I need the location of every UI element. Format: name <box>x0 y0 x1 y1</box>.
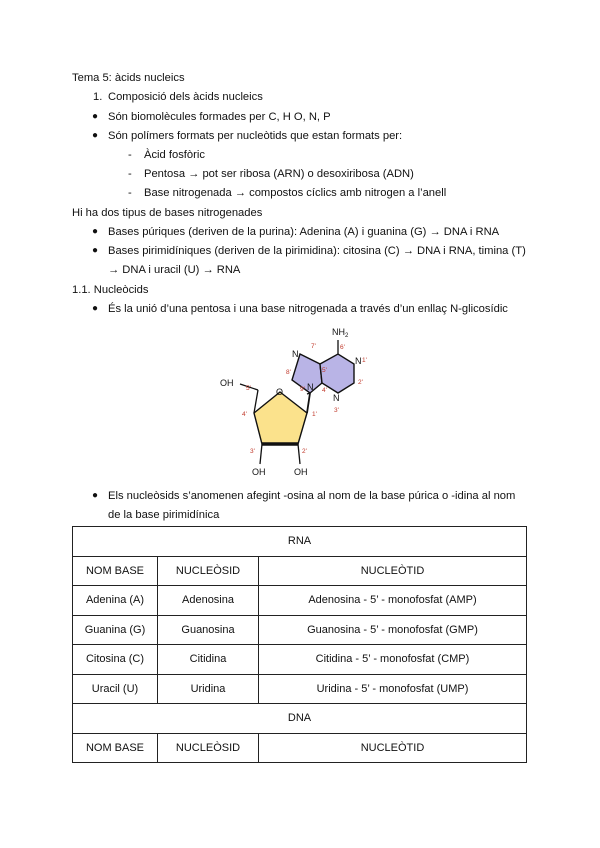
bullet-text: És la unió d’una pentosa i una base nitrogenada a través d’un enllaç N-glicosídic <box>108 303 508 315</box>
bullet-text: Els nucleòsids s’anomenen afegint -osina al nom de la base púrica o -idina al nom <box>108 490 516 502</box>
table-row <box>73 704 527 734</box>
dash-marker: - <box>128 149 132 161</box>
sugar-num-3: 3' <box>250 448 255 455</box>
table-cell: Guanosina <box>158 615 259 645</box>
num-2: 2' <box>358 379 363 386</box>
table-header-row <box>73 733 527 763</box>
table-cell: Uracil (U) <box>73 674 158 704</box>
bullet-text-continuation: de la base pirimidínica <box>108 509 220 521</box>
oh-5-label: OH <box>220 378 234 388</box>
rna-title-cell: RNA <box>73 527 527 557</box>
bullet-dot: ● <box>92 490 99 501</box>
dash-marker: - <box>128 168 132 180</box>
table-cell: Uridina <box>158 674 259 704</box>
table-cell: Uridina - 5’ - monofosfat (UMP) <box>259 674 527 704</box>
bullet-dot: ● <box>92 226 99 237</box>
bullet-dot: ● <box>92 245 99 256</box>
table-row <box>73 615 527 645</box>
header-cell: NUCLEÒTID <box>259 733 527 763</box>
dash-marker: - <box>128 187 132 199</box>
table-cell: Guanosina - 5’ - monofosfat (GMP) <box>259 615 527 645</box>
n7-label: N <box>292 349 299 359</box>
sugar-num-1: 1' <box>312 411 317 418</box>
sugar-ring <box>254 392 307 444</box>
table-cell: Citidina <box>158 645 259 675</box>
nucleotide-table <box>72 526 527 763</box>
num-9: 9' <box>300 386 305 393</box>
table-row <box>73 527 527 557</box>
sugar-num-4: 4' <box>242 411 247 418</box>
n1-label: N <box>355 356 362 366</box>
header-cell: NUCLEÒTID <box>259 556 527 586</box>
header-cell: NUCLEÒSID <box>158 556 259 586</box>
oh-2-label: OH <box>294 467 308 477</box>
bullet-dot: ● <box>92 130 99 141</box>
section-heading: Composició dels àcids nucleics <box>108 91 263 103</box>
num-8: 8' <box>286 369 291 376</box>
subsection-heading: 1.1. Nucleòcids <box>72 284 149 296</box>
table-cell: Adenosina <box>158 586 259 616</box>
bullet-text: Són polímers formats per nucleòtids que estan formats per: <box>108 130 403 142</box>
bases-intro: Hi ha dos tipus de bases nitrogenades <box>72 207 263 219</box>
num-3: 3' <box>334 407 339 414</box>
table-cell: Citidina - 5’ - monofosfat (CMP) <box>259 645 527 675</box>
section-number: 1. <box>93 91 103 103</box>
header-cell: NUCLEÒSID <box>158 733 259 763</box>
num-6: 6' <box>340 344 345 351</box>
table-cell: Adenina (A) <box>73 586 158 616</box>
oh-3-label: OH <box>252 467 266 477</box>
num-5: 5' <box>322 367 327 374</box>
table-header-row <box>73 556 527 586</box>
table-row <box>73 674 527 704</box>
num-7: 7' <box>311 343 316 350</box>
dna-title-cell: DNA <box>73 704 527 734</box>
table-cell: Guanina (G) <box>73 615 158 645</box>
nh2-label: $NH_2$ <box>332 327 349 339</box>
n9-label: N <box>307 382 314 392</box>
subitem-text: Pentosa → pot ser ribosa (ARN) o desoxiribosa (ADN) <box>144 168 414 180</box>
bullet-dot: ● <box>92 111 99 122</box>
table-cell: Citosina (C) <box>73 645 158 675</box>
subitem-text: Àcid fosfòric <box>144 149 205 161</box>
num-4: 4' <box>322 387 327 394</box>
bullet-dot: ● <box>92 303 99 314</box>
page-title: Tema 5: àcids nucleics <box>72 72 185 84</box>
bullet-text: Bases púriques (deriven de la purina): Adenina (A) i guanina (G) → DNA i RNA <box>108 226 500 238</box>
header-cell: NOM BASE <box>73 556 158 586</box>
n3-label: N <box>333 393 340 403</box>
table-cell: Adenosina - 5’ - monofosfat (AMP) <box>259 586 527 616</box>
num-1: 1' <box>362 357 367 364</box>
table-row <box>73 645 527 675</box>
subitem-text: Base nitrogenada → compostos cíclics amb nitrogen a l’anell <box>144 187 447 199</box>
bullet-text: Són biomolècules formades per C, H O, N, P <box>108 111 331 123</box>
header-cell: NOM BASE <box>73 733 158 763</box>
sugar-num-2: 2' <box>302 448 307 455</box>
o-ring-label: O <box>276 387 284 397</box>
nucleoside-structure-diagram <box>212 320 382 480</box>
bullet-text: Bases pirimidíniques (deriven de la pirimidina): citosina (C) → DNA i RNA, timina (T) <box>108 245 526 257</box>
bullet-text-continuation: → DNA i uracil (U) → RNA <box>108 264 241 276</box>
sugar-num-5: 5' <box>246 385 251 392</box>
table-row <box>73 586 527 616</box>
